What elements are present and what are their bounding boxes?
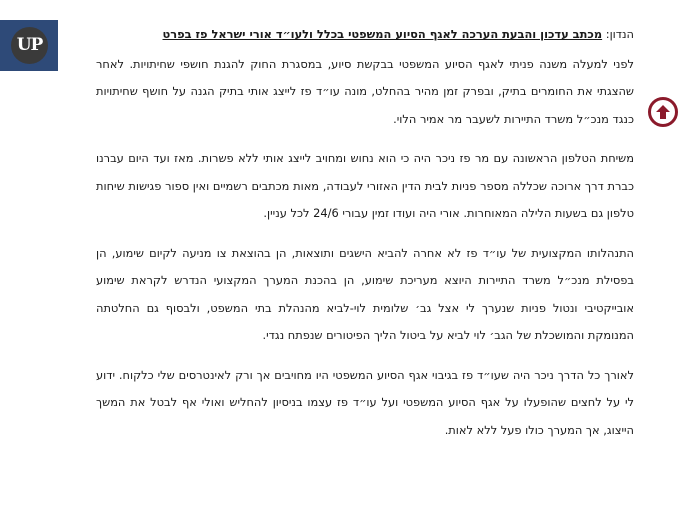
paragraph-3: התנהלותו המקצועית של עו״ד פז לא אחרה להביא הישגים ותוצאות, הן בהוצאת צו מניעה לקיום שימוע, הן בפסילת מנכ״ל משרד התיירות היוצא מעריכת שימוע, הן בהכנת המערך המקצועי הנדרש לקראת שימוע אובייקטיבי ונטול פניות שנערך לי אצל גב׳ שלומית לוי-לביא מהנהלת בתי המשפט, ולבסוף גם החלטתה המנומקת והמושכלת של הגב׳ לוי לביא על ביטול הליך הפיטורים שנפתח נגדי. — [96, 245, 634, 342]
subject-title: מכתב עדכון והבעת הערכה לאגף הסיוע המשפטי בכלל ולעו״ד אורי ישראל פז בפרט — [162, 27, 603, 41]
subject-label: הנדון: — [605, 27, 634, 41]
scroll-to-top-button[interactable] — [648, 97, 678, 127]
paragraph-2: משיחת הטלפון הראשונה עם מר פז ניכר היה כי הוא נחוש ומחויב לייצג אותי ללא פשרות. מאז ועד היום עברנו כברת דרך ארוכה שכללה מספר פניות לבית הדין האזורי לעבודה, מאות מכתבים רשמיים ואין ספור פגישות שיחות טלפון גם בשעות הלילה המאוחרות. אורי היה ועודו זמין עבורי 24/6 לכל עניין. — [96, 151, 634, 220]
arrow-up-circle-icon — [654, 103, 672, 121]
logo-mark: UP — [11, 27, 48, 64]
subject-line — [96, 21, 634, 49]
logo — [0, 20, 58, 71]
paragraph-4: לאורך כל הדרך ניכר היה שעו״ד פז בגיבוי אגף הסיוע המשפטי היו מחויבים אך ורק לאינטרסים שלי כלקוח. ידוע לי על לחצים שהופעלו על אגף הסיוע המשפטי ועל עו״ד פז עצמו בניסיון להחליש ואולי אף לבטל את המשך הייצוג, אך המערך כולו פעל ללא לאות. — [96, 367, 634, 437]
letter-body — [96, 21, 634, 456]
paragraph-1: לפני למעלה משנה פניתי לאגף הסיוע המשפטי בבקשת סיוע, במסגרת החוק להגנת חושפי שחיתויות. לאחר שהצגתי את החומרים בתיק, ובפרק זמן מהיר בהחלט, מונה עו״ד פז לייצג אותי בתיק הגנה על חושף שחיתויות כנגד מנכ״ל משרד התיירות לשעבר מר אמיר הלוי. — [96, 56, 634, 126]
